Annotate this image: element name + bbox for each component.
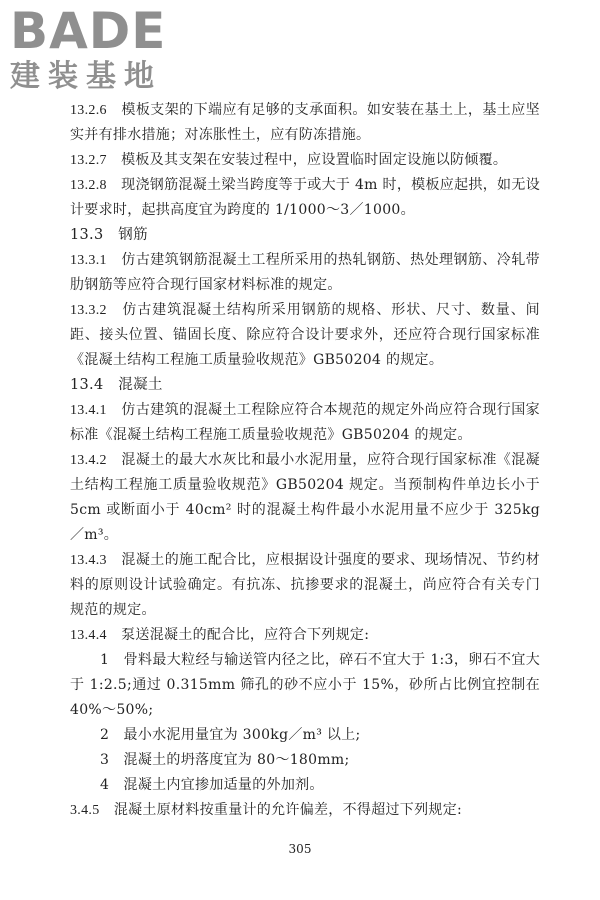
bade-logo <box>10 4 180 100</box>
logo-brand: BADE <box>10 2 167 60</box>
page-number: 305 <box>288 842 312 856</box>
clause-13-2-7: 13.2.7 模板及其支架在安装过程中，应设置临时固定设施以防倾覆。 <box>70 152 508 168</box>
clause-13-4-3: 13.4.3 混凝土的施工配合比，应根据设计强度的要求、现场情况、节约材料的原则设计试验确定。有抗冻、抗掺要求的混凝土，尚应符合有关专门规范的规定。 <box>70 552 540 618</box>
clause-13-2-6: 13.2.6 模板支架的下端应有足够的支承面积。如安装在基土上，基土应坚实并有排水措施；对冻胀性土，应有防冻措施。 <box>70 102 540 143</box>
clause-13-3-2: 13.3.2 仿古建筑混凝土结构所采用钢筋的规格、形状、尺寸、数量、间距、接头位置、锚固长度、除应符合设计要求外，还应符合现行国家标准《混凝土结构工程施工质量验收规范》GB50204 的规定。 <box>70 302 540 368</box>
list-item: 1 骨料最大粒经与输送管内径之比，碎石不宜大于 1:3，卵石不宜大于 1:2.5;通过 0.315mm 筛孔的砂不应小于 15%，砂所占比例宜控制在 40%～50%; <box>70 652 540 718</box>
section-title-13-4: 13.4 混凝土 <box>70 377 163 393</box>
list-item: 3 混凝土的坍落度宜为 80～180mm; <box>100 752 350 768</box>
clause-13-2-8: 13.2.8 现浇钢筋混凝土梁当跨度等于或大于 4m 时，模板应起拱，如无设计要求时，起拱高度宜为跨度的 1/1000～3／1000。 <box>70 177 540 218</box>
page-content <box>70 98 540 823</box>
clause-13-4-1: 13.4.1 仿古建筑的混凝土工程除应符合本规范的规定外尚应符合现行国家标准《混凝土结构工程施工质量验收规范》GB50204 的规定。 <box>70 402 540 443</box>
clause-13-4-4: 13.4.4 泵送混凝土的配合比，应符合下列规定: <box>70 627 370 643</box>
list-item: 4 混凝土内宜掺加适量的外加剂。 <box>100 777 324 793</box>
clause-13-3-1: 13.3.1 仿古建筑钢筋混凝土工程所采用的热轧钢筋、热处理钢筋、冷轧带肋钢筋等应符合现行国家材料标准的规定。 <box>70 252 540 293</box>
list-item: 2 最小水泥用量宜为 300kg／m³ 以上; <box>100 727 361 743</box>
clause-3-4-5: 3.4.5 混凝土原材料按重量计的允许偏差，不得超过下列规定: <box>70 802 463 818</box>
section-title-13-3: 13.3 钢筋 <box>70 227 148 243</box>
clause-13-4-2: 13.4.2 混凝土的最大水灰比和最小水泥用量，应符合现行国家标准《混凝土结构工程施工质量验收规范》GB50204 规定。当预制构件单边长小于 5cm 或断面小于 40cm² 时的混凝土构件最小水泥用量不应少于 325kg／m³。 <box>70 452 540 543</box>
logo-subtitle: 建装基地 <box>10 59 162 94</box>
